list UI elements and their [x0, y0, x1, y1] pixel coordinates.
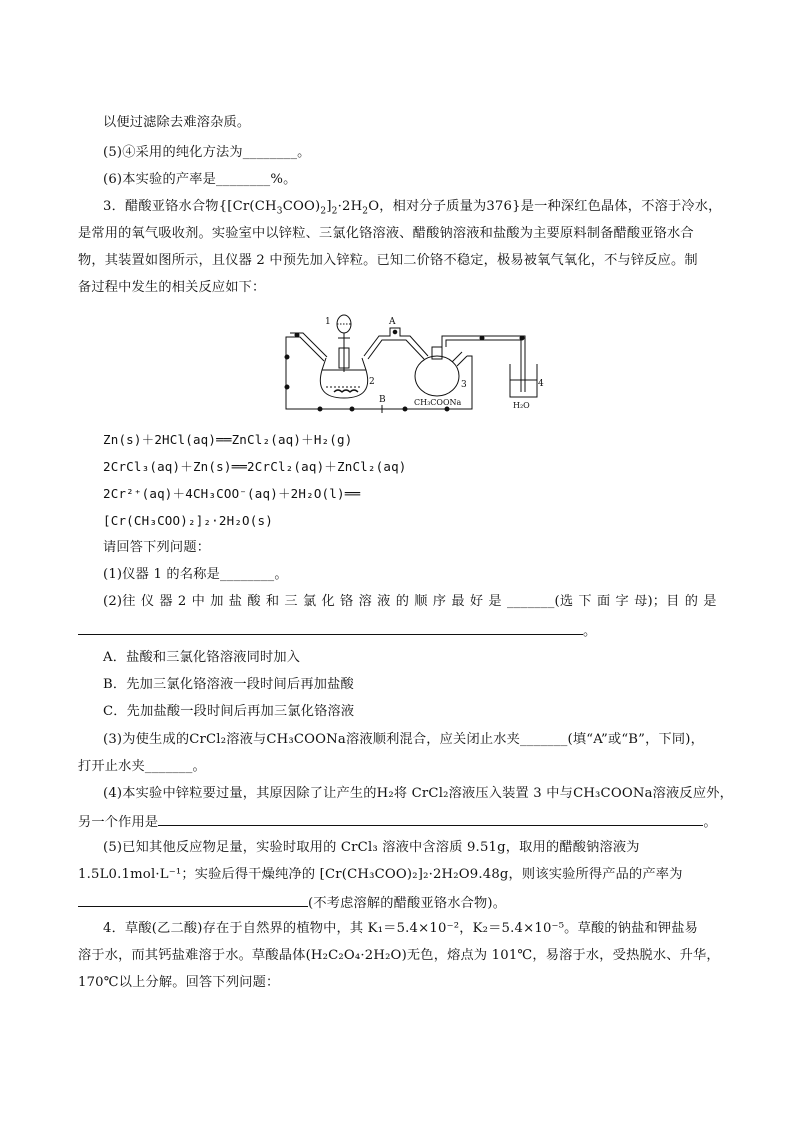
question-2-line-2: 。	[78, 620, 596, 642]
q3-line-2: 是常用的氧气吸收剂。实验室中以锌粒、三氯化铬溶液、醋酸钠溶液和盐酸为主要原料制备醋酸亚铬水合	[78, 226, 694, 241]
question-2-word: 溶	[358, 594, 372, 609]
question-2-word: 化	[321, 594, 335, 609]
question-2-word: 面	[596, 594, 611, 609]
question-2-word: 顺	[414, 594, 428, 609]
question-2-word: 母)；目	[634, 594, 680, 609]
question-5-line-3: (不考虑溶解的醋酸亚铬水合物)。	[78, 892, 506, 914]
answer-blank[interactable]	[158, 811, 703, 826]
apparatus-diagram	[282, 312, 547, 417]
question-2-word: 三	[284, 594, 298, 609]
tube-joint	[295, 333, 299, 337]
answer-blank[interactable]	[78, 892, 308, 907]
q4-line-1: 4．草酸(乙二酸)存在于自然界的植物中，其 K₁＝5.4×10⁻²，K₂＝5.4×10⁻⁵。草酸的钠盐和钾盐易	[103, 921, 699, 936]
label-a: A	[389, 317, 396, 327]
question-2-word: 下	[578, 594, 592, 609]
question-4-line-1: (4)本实验中锌粒要过量，其原因除了让产生的H₂将 CrCl₂溶液压入装置 3 中与CH₃COONa溶液反应外，	[103, 786, 733, 801]
question-2-word: 字	[615, 594, 629, 609]
question-3-line-1: (3)为使生成的CrCl₂溶液与CH₃COONa溶液顺利混合，应关闭止水夹_______(填“A”或“B”，下同)，	[103, 732, 705, 747]
question-5-line-1: (5)已知其他反应物足量，实验时取用的 CrCl₃ 溶液中含溶质 9.51g，取用的醋酸钠溶液为	[103, 840, 640, 855]
question-2-word: 酸	[247, 594, 261, 609]
q4-line-2: 溶于水，而其钙盐难溶于水。草酸晶体(H₂C₂O₄·2H₂O)无色，熔点为 101℃，易溶于水，受热脱水、升华，	[78, 948, 720, 963]
question-2-word: 中	[191, 594, 206, 609]
question-2-word: 序	[432, 594, 447, 609]
question-2-word: 是	[488, 594, 502, 609]
question-2-word: 加	[210, 594, 224, 609]
question-2-word: 最	[451, 594, 465, 609]
question-2-word: 和	[265, 594, 280, 609]
question-2-word: 的	[395, 594, 410, 609]
question-2-word: 氯	[302, 594, 317, 609]
question-2-word: (2)往	[103, 594, 136, 609]
question-2-line-1	[103, 592, 717, 612]
question-2-word: 2	[177, 594, 187, 609]
question-3-line-2: 打开止水夹_______。	[78, 759, 206, 774]
question-2-word: 仪	[140, 594, 155, 609]
equation-2: 2CrCl₃(aq)＋Zn(s)══2CrCl₂(aq)＋ZnCl₂(aq)	[103, 459, 407, 474]
equation-4: [Cr(CH₃COO)₂]₂·2H₂O(s)	[103, 513, 273, 528]
label-4: 4	[538, 379, 544, 389]
question-5-line-2: 1.5L0.1mol·L⁻¹；实验后得干燥纯净的 [Cr(CH₃COO)₂]₂·2H₂O9.48g，则该实验所得产品的产率为	[78, 867, 683, 882]
question-2-word: _______(选	[506, 594, 574, 609]
label-b: B	[379, 395, 386, 405]
question-2-word: 的	[684, 594, 699, 609]
question-2-word: 液	[377, 594, 391, 609]
question-2-word: 是	[703, 594, 717, 609]
q3-line-3: 物，其装置如图所示，且仪器 2 中预先加入锌粒。已知二价铬不稳定，极易被氧气氧化，不与锌反应。制	[78, 253, 698, 268]
text-line: 以便过滤除去难溶杂质。	[103, 115, 251, 130]
option-c: C．先加盐酸一段时间后再加三氯化铬溶液	[103, 704, 355, 719]
question-2-word: 好	[469, 594, 484, 609]
questions-intro: 请回答下列问题：	[103, 540, 211, 555]
q3-line-1: 3．醋酸亚铬水合物{$[Cr(CH_3COO)_2]_2\cdot 2H_2O$，相对分子质量为376}是一种深红色晶体，不溶于冷水，	[103, 199, 722, 217]
q4-line-3: 170℃以上分解。回答下列问题：	[78, 975, 280, 990]
question-2-word: 器	[159, 594, 173, 609]
label-2: 2	[369, 377, 375, 387]
question-2-word: 盐	[228, 594, 243, 609]
option-b: B．先加三氯化铬溶液一段时间后再加盐酸	[103, 677, 354, 692]
answer-blank[interactable]	[78, 620, 583, 635]
option-a: A．盐酸和三氯化铬溶液同时加入	[103, 650, 301, 665]
q3-line-4: 备过程中发生的相关反应如下：	[78, 280, 266, 295]
question-6-text: (6)本实验的产率是________%。	[103, 172, 297, 187]
label-3: 3	[461, 380, 467, 390]
beaker-4	[510, 364, 537, 397]
label-1: 1	[325, 317, 331, 327]
question-1: (1)仪器 1 的名称是________。	[103, 567, 288, 582]
label-ch3coona: CH₃COONa	[414, 398, 462, 407]
equation-3: 2Cr²⁺(aq)＋4CH₃COO⁻(aq)＋2H₂O(l)══	[103, 486, 361, 501]
question-5-text: (5)④采用的纯化方法为________。	[103, 145, 311, 160]
question-2-word: 铬	[340, 594, 354, 609]
question-4-line-2: 另一个作用是 。	[78, 811, 717, 833]
label-h2o: H₂O	[513, 401, 530, 410]
equation-1: Zn(s)＋2HCl(aq)══ZnCl₂(aq)＋H₂(g)	[103, 432, 353, 447]
